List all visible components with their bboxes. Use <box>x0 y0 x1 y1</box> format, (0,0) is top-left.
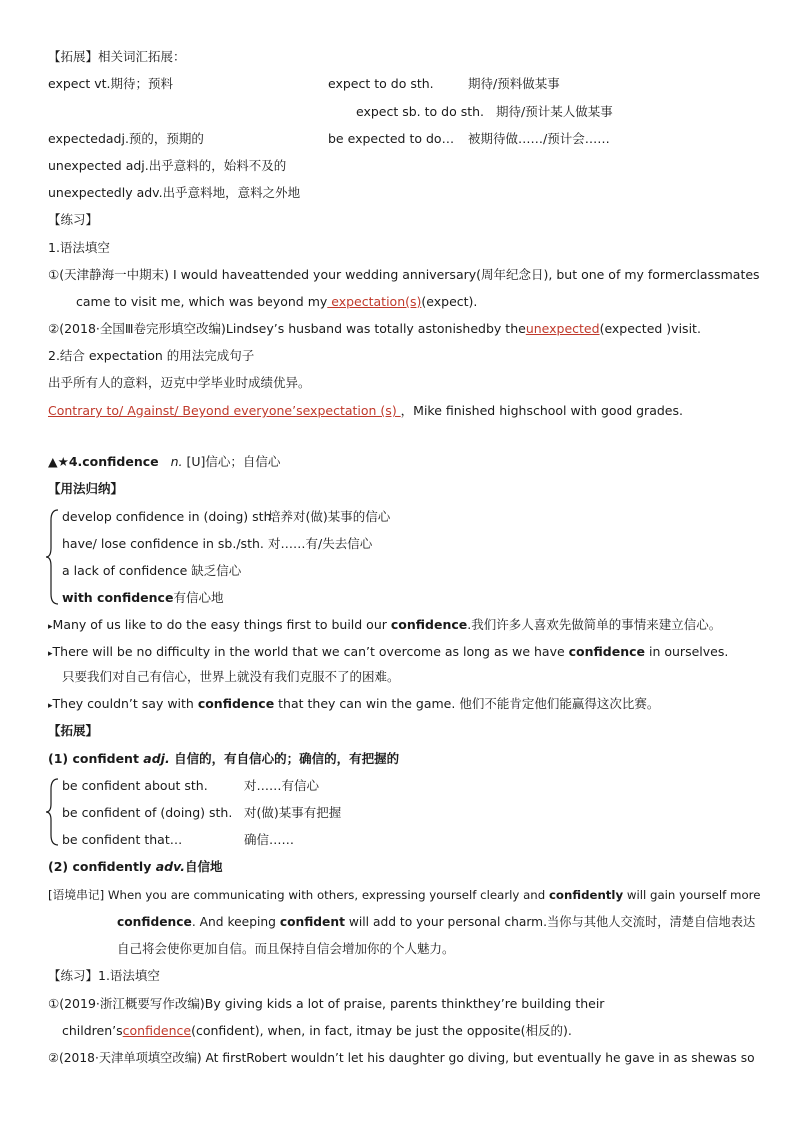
usage-meaning: 有信心地 <box>173 590 224 605</box>
entry-heading <box>48 453 280 471</box>
answer-blank: confidence <box>122 1023 192 1038</box>
subheading-meaning: 自信的，有自信心的；确信的，有把握的 <box>169 751 400 766</box>
phrase-be-expected-meaning: 被期待做……/预计会…… <box>468 131 610 146</box>
brace-icon <box>44 508 60 606</box>
usage-item-meaning: 确信…… <box>244 832 295 847</box>
keyword: confidently <box>548 888 624 902</box>
translation-prompt: 出乎所有人的意料，迈克中学毕业时成绩优异。 <box>48 375 311 390</box>
question-hint: (expected )visit. <box>599 321 701 336</box>
question-number: ② <box>48 321 60 336</box>
usage-item: be confident that… <box>62 832 183 847</box>
phrase-expect-to-do-meaning: 期待/预料做某事 <box>468 76 560 91</box>
usage-item: a lack of confidence 缺乏信心 <box>62 563 242 578</box>
example-sentence <box>48 695 659 715</box>
sentence-text: Many of us like to do the easy things first to build our <box>52 617 391 632</box>
keyword: confident <box>279 915 345 929</box>
question-1 <box>48 266 760 284</box>
sentence-text: that they can win the game. 他们不能肯定他们能赢得这次比赛。 <box>274 696 660 711</box>
answer-rest: ，Mike finished highschool with good grades. <box>400 403 683 418</box>
question-number: ② <box>48 1051 59 1065</box>
vocab-unexpectedly: unexpectedly adv.出乎意料地，意料之外地 <box>48 185 301 200</box>
practice-subtitle-fill: 1.语法填空 <box>48 240 110 255</box>
entry-pos: n. <box>170 454 183 469</box>
example-translation: 只要我们对自己有信心，世界上就没有我们克服不了的困难。 <box>62 669 400 684</box>
subheading-meaning: 自信地 <box>185 859 223 874</box>
question-number: ① <box>48 267 60 282</box>
question-text: children’s <box>62 1023 123 1038</box>
subheading-confidently <box>48 858 223 876</box>
bullet-marker: ▸ <box>48 701 53 711</box>
question-1-cont <box>76 293 477 311</box>
question-text: (2018·天津单项填空改编) At firstRobert wouldn’t let his daughter go diving, but eventually he gave in as shewas so <box>58 1051 755 1065</box>
usage-item: develop confidence in (doing) sth. <box>62 509 276 524</box>
usage-item: have/ lose confidence in sb./sth. <box>62 536 264 551</box>
keyword: confidence <box>390 617 468 632</box>
usage-item <box>62 589 223 607</box>
vocab-expected: expectedadj.预的，预期的 <box>48 131 204 146</box>
extension-title: 【拓展】 <box>48 723 99 738</box>
sentence-text: There will be no difficulty in the world that we can’t overcome as long as we have <box>52 644 569 659</box>
context-text: will gain yourself more <box>623 888 761 902</box>
context-line <box>117 913 755 931</box>
subheading-confident <box>48 750 399 768</box>
sentence-text: in ourselves. <box>645 644 729 659</box>
question-2 <box>48 320 701 338</box>
subheading-word: (2) confidently <box>48 859 156 874</box>
usage-item-meaning: 培养对(做)某事的信心 <box>268 509 391 524</box>
translation-answer <box>48 402 683 420</box>
sentence-text: .我们许多人喜欢先做简单的事情来建立信心。 <box>467 617 722 632</box>
question-hint: (confident), when, in fact, itmay be just the opposite(相反的). <box>191 1023 572 1038</box>
answer-blank: expectation(s) <box>327 294 422 309</box>
context-line <box>48 886 760 904</box>
phrase-expect-sb-to-do-meaning: 期待/预计某人做某事 <box>496 104 613 119</box>
entry-definition: [U]信心；自信心 <box>186 454 281 469</box>
usage-item-meaning: 对(做)某事有把握 <box>244 805 342 820</box>
keyword: confidence <box>117 915 192 929</box>
context-text: When you are communicating with others, expressing yourself clearly and <box>104 888 549 902</box>
context-text: . And keeping <box>191 915 280 929</box>
question-text: came to visit me, which was beyond my <box>76 294 328 309</box>
question-text: (2019·浙江概要写作改编)By giving kids a lot of praise, parents thinkthey’re building their <box>59 996 605 1011</box>
question-2 <box>48 1049 755 1067</box>
brace-icon <box>44 777 60 847</box>
keyword: confidence <box>197 696 275 711</box>
question-number: ① <box>48 996 60 1011</box>
bullet-marker: ▸ <box>48 622 53 632</box>
subheading-pos: adv. <box>155 859 185 874</box>
practice-title: 【练习】 <box>48 212 99 227</box>
question-1 <box>48 995 604 1013</box>
question-text: (天津静海一中期末) I would haveattended your wedding anniversary(周年纪念日), but one of my formerclassmates <box>59 267 760 282</box>
subheading-pos: adj. <box>143 751 170 766</box>
bullet-marker: ▸ <box>48 649 53 659</box>
usage-phrase: with confidence <box>62 590 174 605</box>
phrase-be-expected: be expected to do… <box>328 131 455 146</box>
answer-blank: unexpected <box>525 321 600 336</box>
vocab-unexpected: unexpected adj.出乎意料的，始料不及的 <box>48 158 287 173</box>
vocab-expect: expect vt.期待；预料 <box>48 76 174 91</box>
usage-title: 【用法归纳】 <box>48 481 124 496</box>
question-1-cont <box>62 1022 572 1040</box>
example-sentence <box>48 643 728 663</box>
phrase-expect-sb-to-do: expect sb. to do sth. <box>356 104 485 119</box>
practice-subtitle-sentence: 2.结合 expectation 的用法完成句子 <box>48 348 255 363</box>
keyword: confidence <box>568 644 646 659</box>
practice-title: 【练习】1.语法填空 <box>48 968 160 983</box>
extension-title: 【拓展】相关词汇拓展： <box>48 49 186 64</box>
context-text: will add to your personal charm.当你与其他人交流时，清楚自信地表达 <box>344 915 756 929</box>
usage-item: be confident about sth. <box>62 778 208 793</box>
usage-item-meaning: 对……有/失去信心 <box>268 536 373 551</box>
context-line: 自己将会使你更加自信。而且保持自信会增加你的个人魅力。 <box>117 941 455 956</box>
context-label: [语境串记] <box>48 888 105 902</box>
sentence-text: They couldn’t say with <box>52 696 198 711</box>
question-text: (2018·全国Ⅲ卷完形填空改编)Lindsey’s husband was totally astonishedby the <box>59 321 526 336</box>
usage-item: be confident of (doing) sth. <box>62 805 233 820</box>
usage-item-meaning: 对……有信心 <box>244 778 320 793</box>
answer-blank: Contrary to/ Against/ Beyond everyone’sexpectation (s) <box>48 403 401 418</box>
subheading-word: (1) confident <box>48 751 144 766</box>
question-hint: (expect). <box>421 294 478 309</box>
example-sentence <box>48 616 721 636</box>
phrase-expect-to-do: expect to do sth. <box>328 76 434 91</box>
entry-word: ▲★4.confidence <box>48 454 159 469</box>
